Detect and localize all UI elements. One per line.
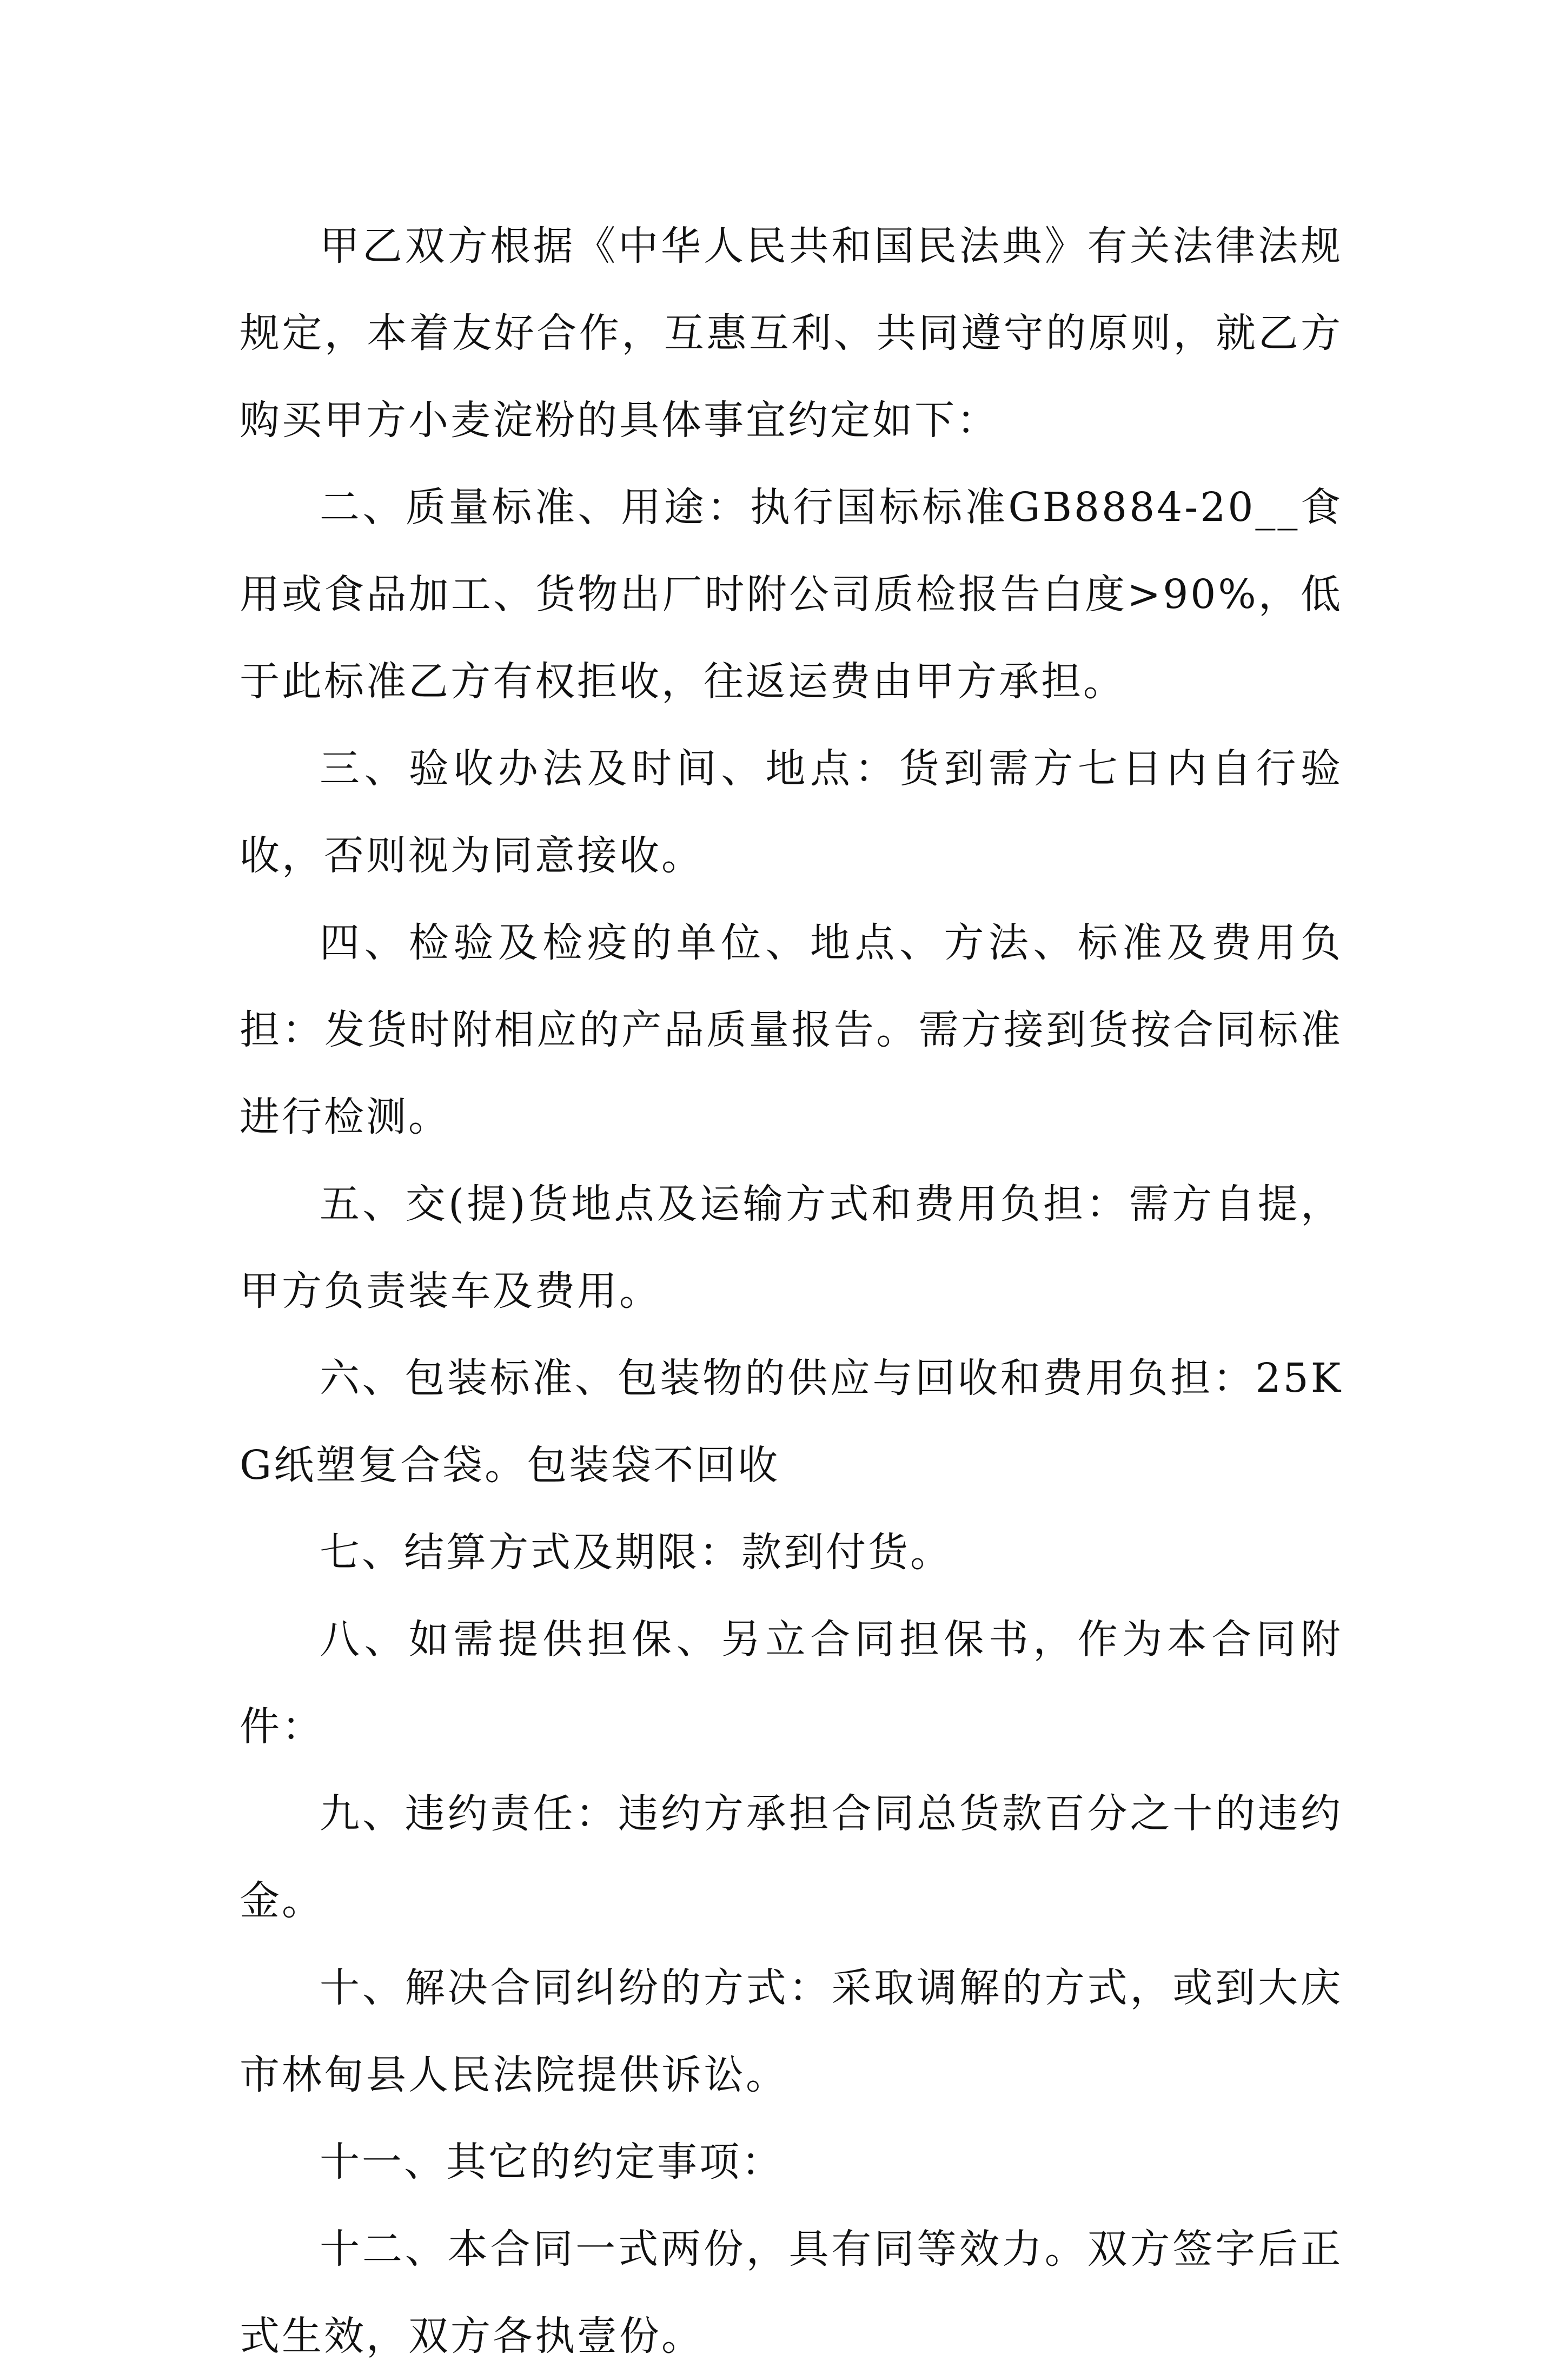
paragraph-liability: 九、违约责任：违约方承担合同总货款百分之十的违约金。 <box>240 1790 1343 1924</box>
paragraph-acceptance: 三、验收办法及时间、地点：货到需方七日内自行验收，否则视为同意接收。 <box>240 745 1343 879</box>
paragraph-other-matters: 十一、其它的约定事项： <box>320 2139 784 2185</box>
paragraph-packaging: 六、包装标准、包装物的供应与回收和费用负担：25KG纸塑复合袋。包装袋不回收 <box>240 1355 1343 1489</box>
paragraph-inspection: 四、检验及检疫的单位、地点、方法、标准及费用负担：发货时附相应的产品质量报告。需方接到货按合同标准进行检测。 <box>240 920 1343 1140</box>
paragraph-settlement: 七、结算方式及期限：款到付货。 <box>320 1529 952 1576</box>
paragraph-dispute: 十、解决合同纠纷的方式：采取调解的方式，或到大庆市林甸县人民法院提供诉讼。 <box>240 1965 1343 2098</box>
paragraph-guarantee: 八、如需提供担保、另立合同担保书，作为本合同附件： <box>240 1616 1343 1750</box>
paragraph-preamble: 甲乙双方根据《中华人民共和国民法典》有关法律法规规定，本着友好合作，互惠互利、共同遵守的原则，就乙方购买甲方小麦淀粉的具体事宜约定如下： <box>240 223 1343 444</box>
paragraph-quality-standard: 二、质量标准、用途：执行国标标准GB8884-20__食用或食品加工、货物出厂时附公司质检报告白度>90%，低于此标准乙方有权拒收，往返运费由甲方承担。 <box>240 484 1343 705</box>
paragraph-copies: 十二、本合同一式两份，具有同等效力。双方签字后正式生效，双方各执壹份。 <box>240 2226 1343 2359</box>
document-body <box>240 203 1343 2380</box>
paragraph-delivery: 五、交(提)货地点及运输方式和费用负担：需方自提，甲方负责装车及费用。 <box>240 1181 1343 1314</box>
